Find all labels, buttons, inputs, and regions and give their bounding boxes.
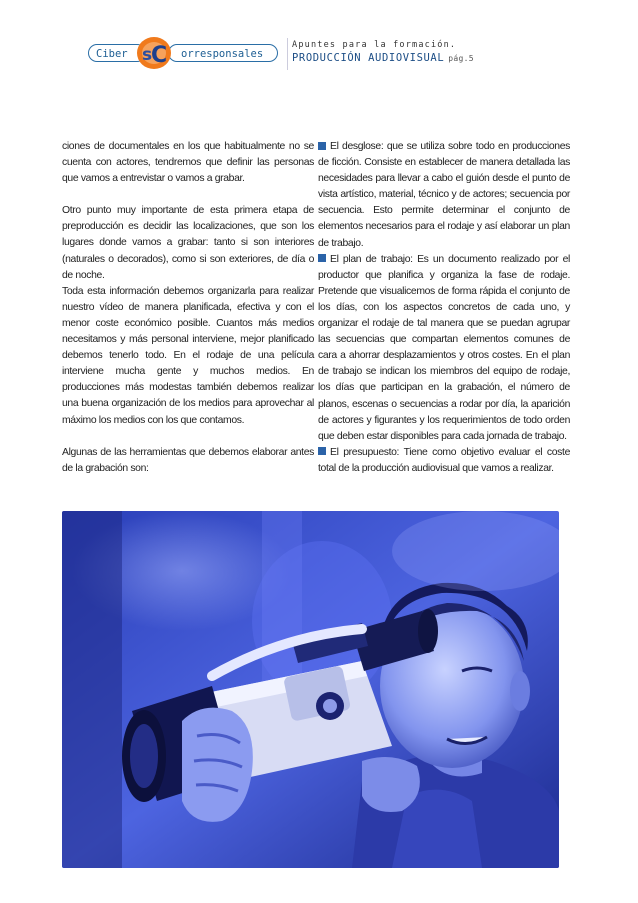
site-logo — [88, 36, 278, 70]
section-title: PRODUCCIÓN AUDIOVISUAL — [292, 52, 445, 64]
header-divider — [287, 38, 288, 70]
cameraman-photo — [62, 511, 559, 868]
page-number: pág.5 — [448, 54, 474, 63]
paragraph: Algunas de las herramientas que debemos elaborar antes de la grabación son: — [62, 446, 314, 474]
header-subtitle: Apuntes para la formación. — [292, 40, 457, 50]
list-item — [318, 252, 570, 445]
square-bullet-icon — [318, 447, 326, 455]
paragraph: Toda esta información debemos organizarla para realizar nuestro vídeo de manera planificada, efectiva y con el menor coste económico posible. Cuantos más medios necesitamos y más personal interviene, mejor planificado debemos tenerlo todo. En el rodaje de una película interviene mucha gente y muchos medios. En producciones más modestas también debemos realizar una buena organización de los medios para aprovechar al máximo los medios con los que contamos. — [62, 285, 314, 426]
list-item — [318, 139, 570, 252]
paragraph: Otro punto muy importante de esta primera etapa de preproducción es decidir las localizaciones, que son los lugares donde vamos a grabar: tanto si son interiores (naturales o decorados), como si son exteriores, de día o de noche. — [62, 205, 314, 281]
left-column — [62, 139, 314, 477]
square-bullet-icon — [318, 254, 326, 262]
logo-mark-icon — [134, 36, 174, 70]
header-title — [292, 52, 474, 64]
svg-text:s: s — [142, 45, 153, 65]
logo-text-right: orresponsales — [168, 44, 278, 62]
right-column — [318, 139, 570, 477]
list-item — [318, 445, 570, 477]
paragraph: ciones de documentales en los que habitualmente no se cuenta con actores, tendremos que definir las personas que vamos a entrevistar o vamos a grabar. — [62, 141, 314, 185]
cameraman-illustration-icon — [62, 511, 559, 868]
list-item-text: El desglose: que se utiliza sobre todo en producciones de ficción. Consiste en establecer de manera detallada las necesidades para llevar a cabo el guión desde el punto de vista artístico, material, técnico y de actores; secuencia por secuencia. Esto permite determinar el conjunto de elementos necesarios para el rodaje y así elaborar un plan de trabajo. — [318, 141, 570, 249]
list-item-text: El plan de trabajo: Es un documento realizado por el productor que planifica y organiza la fase de rodaje. Pretende que visualicemos de forma rápida el conjunto de los días, con los aspectos concretos de cada uno, y organizar el rodaje de tal manera que se puedan agrupar las secuencias que compartan elementos comunes de cara a ahorrar desplazamientos y otros costes. En el plan de trabajo se indican los miembros del equipo de rodaje, los días que participan en la grabación, el número de planos, escenas o secuencias a rodar por día, la aparición de actores y figurantes y los requerimientos de todo orden que deben estar disponibles para cada jornada de trabajo. — [318, 253, 570, 442]
square-bullet-icon — [318, 142, 326, 150]
list-item-text: El presupuesto: Tiene como objetivo evaluar el coste total de la producción audiovisual que vamos a realizar. — [318, 446, 570, 474]
logo-text-left: Ciber — [88, 44, 146, 62]
svg-text:C: C — [151, 43, 168, 68]
